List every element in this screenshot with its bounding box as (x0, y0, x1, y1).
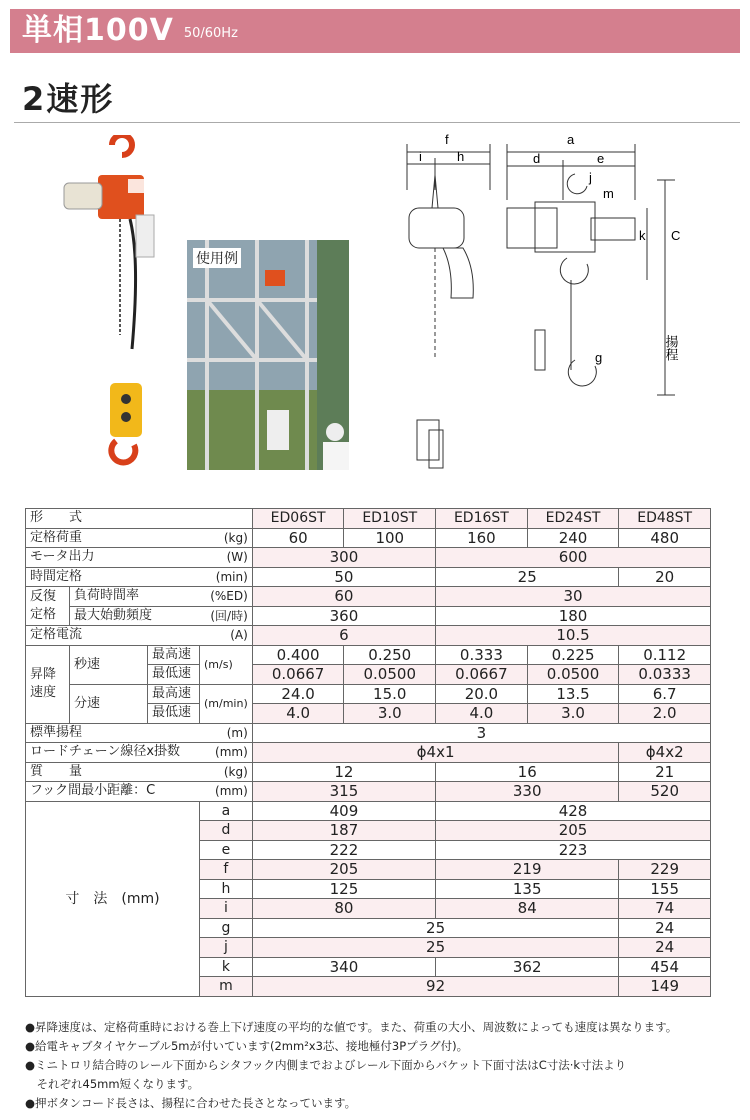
duty-value: 30 (436, 587, 711, 607)
model-ED06ST: ED06ST (252, 509, 344, 529)
min-max-value: 6.7 (619, 684, 711, 704)
hook-value: 520 (619, 782, 711, 802)
dim-value: 222 (252, 840, 435, 860)
low-speed-label: 最低速 (148, 665, 200, 685)
note-line: ●押ボタンコード長さは、揚程に合わせた長さとなっています。 (25, 1096, 357, 1110)
dim-value: 74 (619, 899, 711, 919)
dim-value: 80 (252, 899, 435, 919)
time-unit: (min) (215, 569, 248, 584)
row-standard-lift (26, 723, 711, 743)
dim-value: 155 (619, 879, 711, 899)
motor-value: 600 (436, 548, 711, 568)
note-line: それぞれ45mm短くなります。 (25, 1077, 200, 1091)
min-speed-unit: (m/min) (200, 684, 253, 723)
time-value: 25 (436, 567, 619, 587)
current-label: 定格電流 (30, 627, 83, 643)
dim-label-g: g (595, 350, 603, 365)
duty-label: 負荷時間率 (74, 588, 140, 604)
min-max-value: 24.0 (252, 684, 344, 704)
dim-key: k (200, 957, 253, 977)
title-divider (14, 122, 740, 123)
min-low-value: 2.0 (619, 704, 711, 724)
row-time-rating (26, 567, 711, 587)
row-dim-a (26, 801, 711, 821)
dim-value: 229 (619, 860, 711, 880)
rated-load-value: 240 (527, 528, 619, 548)
dimension-label: 寸 法 (mm) (26, 801, 200, 996)
dim-key: j (200, 938, 253, 958)
hook-value: 330 (436, 782, 619, 802)
note-line: ●給電キャブタイヤケーブル5mが付いています(2mm²x3芯、接地極付3Pプラグ付)。 (25, 1039, 469, 1053)
time-value: 20 (619, 567, 711, 587)
dim-key: f (200, 860, 253, 880)
sec-low-value: 0.0667 (252, 665, 344, 685)
row-rated-current (26, 626, 711, 646)
min-low-value: 4.0 (436, 704, 528, 724)
lift-unit: (m) (226, 725, 248, 740)
current-value: 6 (252, 626, 435, 646)
dim-value: 92 (252, 977, 619, 997)
dim-value: 84 (436, 899, 619, 919)
page-title: 2速形 (22, 80, 115, 118)
row-speed-sec-max (26, 645, 711, 665)
sec-max-value: 0.250 (344, 645, 436, 665)
row-speed-min-max (26, 684, 711, 704)
min-max-value: 13.5 (527, 684, 619, 704)
max-speed-label: 最高速 (148, 645, 200, 665)
min-low-value: 3.0 (344, 704, 436, 724)
dim-key: i (200, 899, 253, 919)
dim-label-j: j (589, 170, 592, 185)
dim-key: e (200, 840, 253, 860)
row-rated-load (26, 528, 711, 548)
dim-value: 24 (619, 938, 711, 958)
sec-max-value: 0.225 (527, 645, 619, 665)
dim-value: 187 (252, 821, 435, 841)
dim-label-i: i (419, 149, 422, 164)
dim-value: 135 (436, 879, 619, 899)
sec-max-value: 0.112 (619, 645, 711, 665)
max-speed-label: 最高速 (148, 684, 200, 704)
model-ED16ST: ED16ST (436, 509, 528, 529)
lift-label: 標準揚程 (30, 724, 83, 740)
row-start-frequency (26, 606, 711, 626)
spec-table (25, 508, 711, 997)
dim-value: 205 (252, 860, 435, 880)
freq-value: 180 (436, 606, 711, 626)
dim-label-a: a (567, 132, 575, 147)
dim-key: g (200, 918, 253, 938)
scaffold-illustration (187, 240, 349, 470)
mass-unit: (kg) (223, 764, 248, 779)
sec-low-value: 0.0667 (436, 665, 528, 685)
dim-value: 428 (436, 801, 711, 821)
motor-value: 300 (252, 548, 435, 568)
dim-label-h: h (457, 149, 465, 164)
model-ED10ST: ED10ST (344, 509, 436, 529)
dim-value: 409 (252, 801, 435, 821)
chain-label: ロードチェーン線径x掛数 (30, 744, 181, 760)
mass-value: 21 (619, 762, 711, 782)
dim-label-d: d (533, 151, 541, 166)
header-banner (10, 9, 740, 53)
time-value: 50 (252, 567, 435, 587)
sec-low-value: 0.0500 (344, 665, 436, 685)
rated-load-value: 100 (344, 528, 436, 548)
note-line: ●昇降速度は、定格荷重時における巻上下げ速度の平均的な値です。また、荷重の大小、周波数によっても速度は異なります。 (25, 1020, 678, 1034)
row-motor-output (26, 548, 711, 568)
row-duty (26, 587, 711, 607)
min-low-value: 4.0 (252, 704, 344, 724)
usage-example-photo (187, 240, 349, 470)
speed-label: 昇降速度 (26, 645, 70, 723)
repetition-label: 反復定格 (26, 587, 70, 626)
sec-speed-label: 秒速 (70, 645, 148, 684)
dim-value: 125 (252, 879, 435, 899)
chain-value: ϕ4x2 (619, 743, 711, 763)
duty-value: 60 (252, 587, 435, 607)
dim-value: 219 (436, 860, 619, 880)
motor-label: モータ出力 (30, 549, 95, 565)
freq-unit: (回/時) (210, 608, 248, 623)
current-unit: (A) (230, 628, 248, 643)
dim-key: h (200, 879, 253, 899)
dim-label-k: k (639, 228, 646, 243)
dimension-drawing (395, 130, 695, 480)
hoist-photo (50, 135, 180, 475)
lift-value: 3 (252, 723, 710, 743)
dim-value: 25 (252, 938, 619, 958)
row-hook-distance (26, 782, 711, 802)
sec-max-value: 0.333 (436, 645, 528, 665)
dim-value: 24 (619, 918, 711, 938)
rated-load-value: 60 (252, 528, 344, 548)
dim-label-c: C (671, 228, 681, 243)
banner-title: 単相100V (22, 13, 174, 48)
dim-label-lift: 揚程 (663, 335, 679, 361)
dim-label-m: m (603, 186, 614, 201)
banner-frequency: 50/60Hz (183, 26, 238, 41)
min-max-value: 20.0 (436, 684, 528, 704)
row-mass (26, 762, 711, 782)
dim-value: 149 (619, 977, 711, 997)
duty-unit: (%ED) (210, 589, 248, 604)
min-low-value: 3.0 (527, 704, 619, 724)
hook-value: 315 (252, 782, 435, 802)
current-value: 10.5 (436, 626, 711, 646)
min-max-value: 15.0 (344, 684, 436, 704)
model-label: 形 式 (26, 509, 253, 529)
row-load-chain (26, 743, 711, 763)
rated-load-value: 160 (436, 528, 528, 548)
dim-value: 454 (619, 957, 711, 977)
model-ED48ST: ED48ST (619, 509, 711, 529)
freq-label: 最大始動頻度 (74, 607, 153, 623)
chain-value: ϕ4x1 (252, 743, 619, 763)
rated-load-value: 480 (619, 528, 711, 548)
time-label: 時間定格 (30, 568, 83, 584)
dim-label-f: f (445, 132, 449, 147)
dim-value: 205 (436, 821, 711, 841)
sec-speed-unit: (m/s) (200, 645, 253, 684)
motor-unit: (W) (226, 550, 248, 565)
dim-value: 362 (436, 957, 619, 977)
sec-low-value: 0.0333 (619, 665, 711, 685)
rated-load-unit: (kg) (223, 530, 248, 545)
mass-value: 16 (436, 762, 619, 782)
min-speed-label: 分速 (70, 684, 148, 723)
sec-max-value: 0.400 (252, 645, 344, 665)
model-ED24ST: ED24ST (527, 509, 619, 529)
notes (25, 1018, 677, 1113)
dim-key: m (200, 977, 253, 997)
dim-value: 223 (436, 840, 711, 860)
mass-label: 質 量 (30, 763, 83, 779)
mass-value: 12 (252, 762, 435, 782)
low-speed-label: 最低速 (148, 704, 200, 724)
freq-value: 360 (252, 606, 435, 626)
dim-key: d (200, 821, 253, 841)
dim-value: 25 (252, 918, 619, 938)
usage-example-label: 使用例 (193, 248, 241, 268)
hook-label: フック間最小距離：C (30, 783, 156, 799)
dim-label-e: e (597, 151, 605, 166)
sec-low-value: 0.0500 (527, 665, 619, 685)
note-line: ●ミニトロリ結合時のレール下面からシタフック内側までおよびレール下面からバケット下面寸法はC寸法·k寸法より (25, 1058, 627, 1072)
rated-load-label: 定格荷重 (30, 529, 83, 545)
dim-value: 340 (252, 957, 435, 977)
chain-unit: (mm) (215, 745, 248, 760)
dim-key: a (200, 801, 253, 821)
row-model (26, 509, 711, 529)
hook-unit: (mm) (215, 784, 248, 799)
